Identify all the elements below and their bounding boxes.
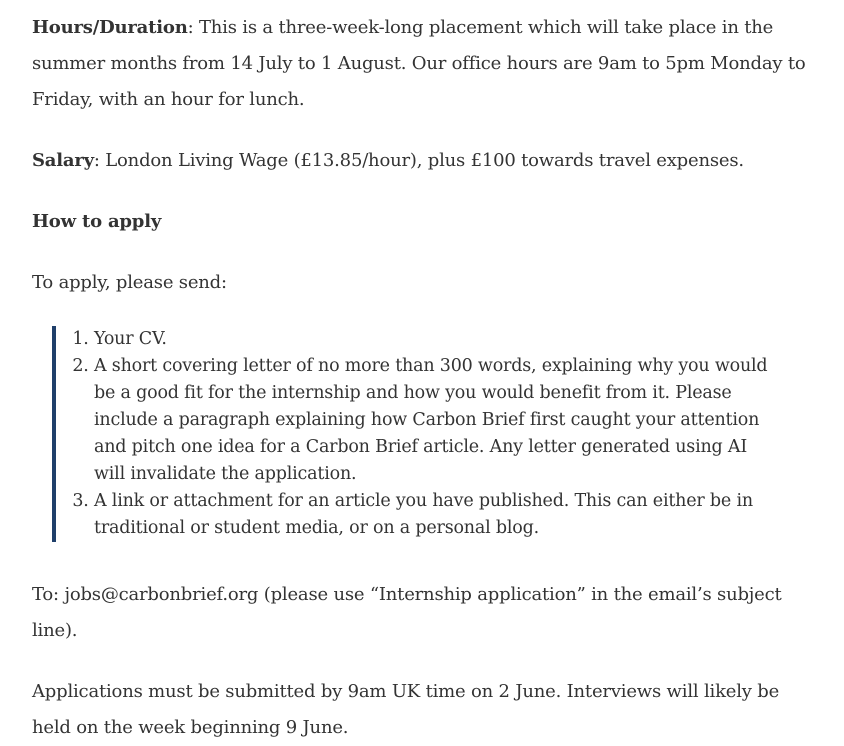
list-item: 1. Your CV. — [94, 326, 776, 353]
apply-intro: To apply, please send: — [32, 272, 227, 293]
how-to-apply-heading — [32, 204, 822, 240]
list-item: 3. A link or attachment for an article you have published. This can either be in traditional or student media, or on a personal blog. — [94, 488, 776, 542]
salary-text: : London Living Wage (£13.85/hour), plus £100 towards travel expenses. — [93, 150, 744, 171]
salary-paragraph — [32, 143, 822, 179]
list-item: 2. A short covering letter of no more than 300 words, explaining why you would be a good fit for the internship and how you would benefit from it. Please include a paragraph explaining how Carbon Brief first caught your attention and pitch one idea for a Carbon Brief article. Any letter generated using AI will invalidate the application. — [94, 353, 776, 488]
application-requirements-blockquote — [52, 326, 804, 542]
salary-label: Salary — [32, 150, 94, 171]
article-body — [32, 0, 822, 746]
hours-text: : This is a three-week-long placement which will take place in the summer months from 14 July to 1 August. Our office hours are 9am to 5pm Monday to Friday, with an hour for lunch. — [32, 17, 806, 110]
contact-paragraph — [32, 577, 822, 649]
hours-paragraph — [32, 10, 822, 118]
deadline-paragraph: Applications must be submitted by 9am UK time on 2 June. Interviews will likely be held on the week beginning 9 June. — [32, 681, 780, 738]
contact-prefix: To: — [32, 584, 65, 605]
requirements-list — [56, 326, 776, 542]
how-to-apply-heading-text: How to apply — [32, 211, 162, 232]
hours-label: Hours/Duration — [32, 17, 188, 38]
contact-suffix: (please use “Internship application” in the email’s subject line). — [32, 584, 782, 641]
email-link[interactable]: jobs@carbonbrief.org — [64, 584, 259, 605]
